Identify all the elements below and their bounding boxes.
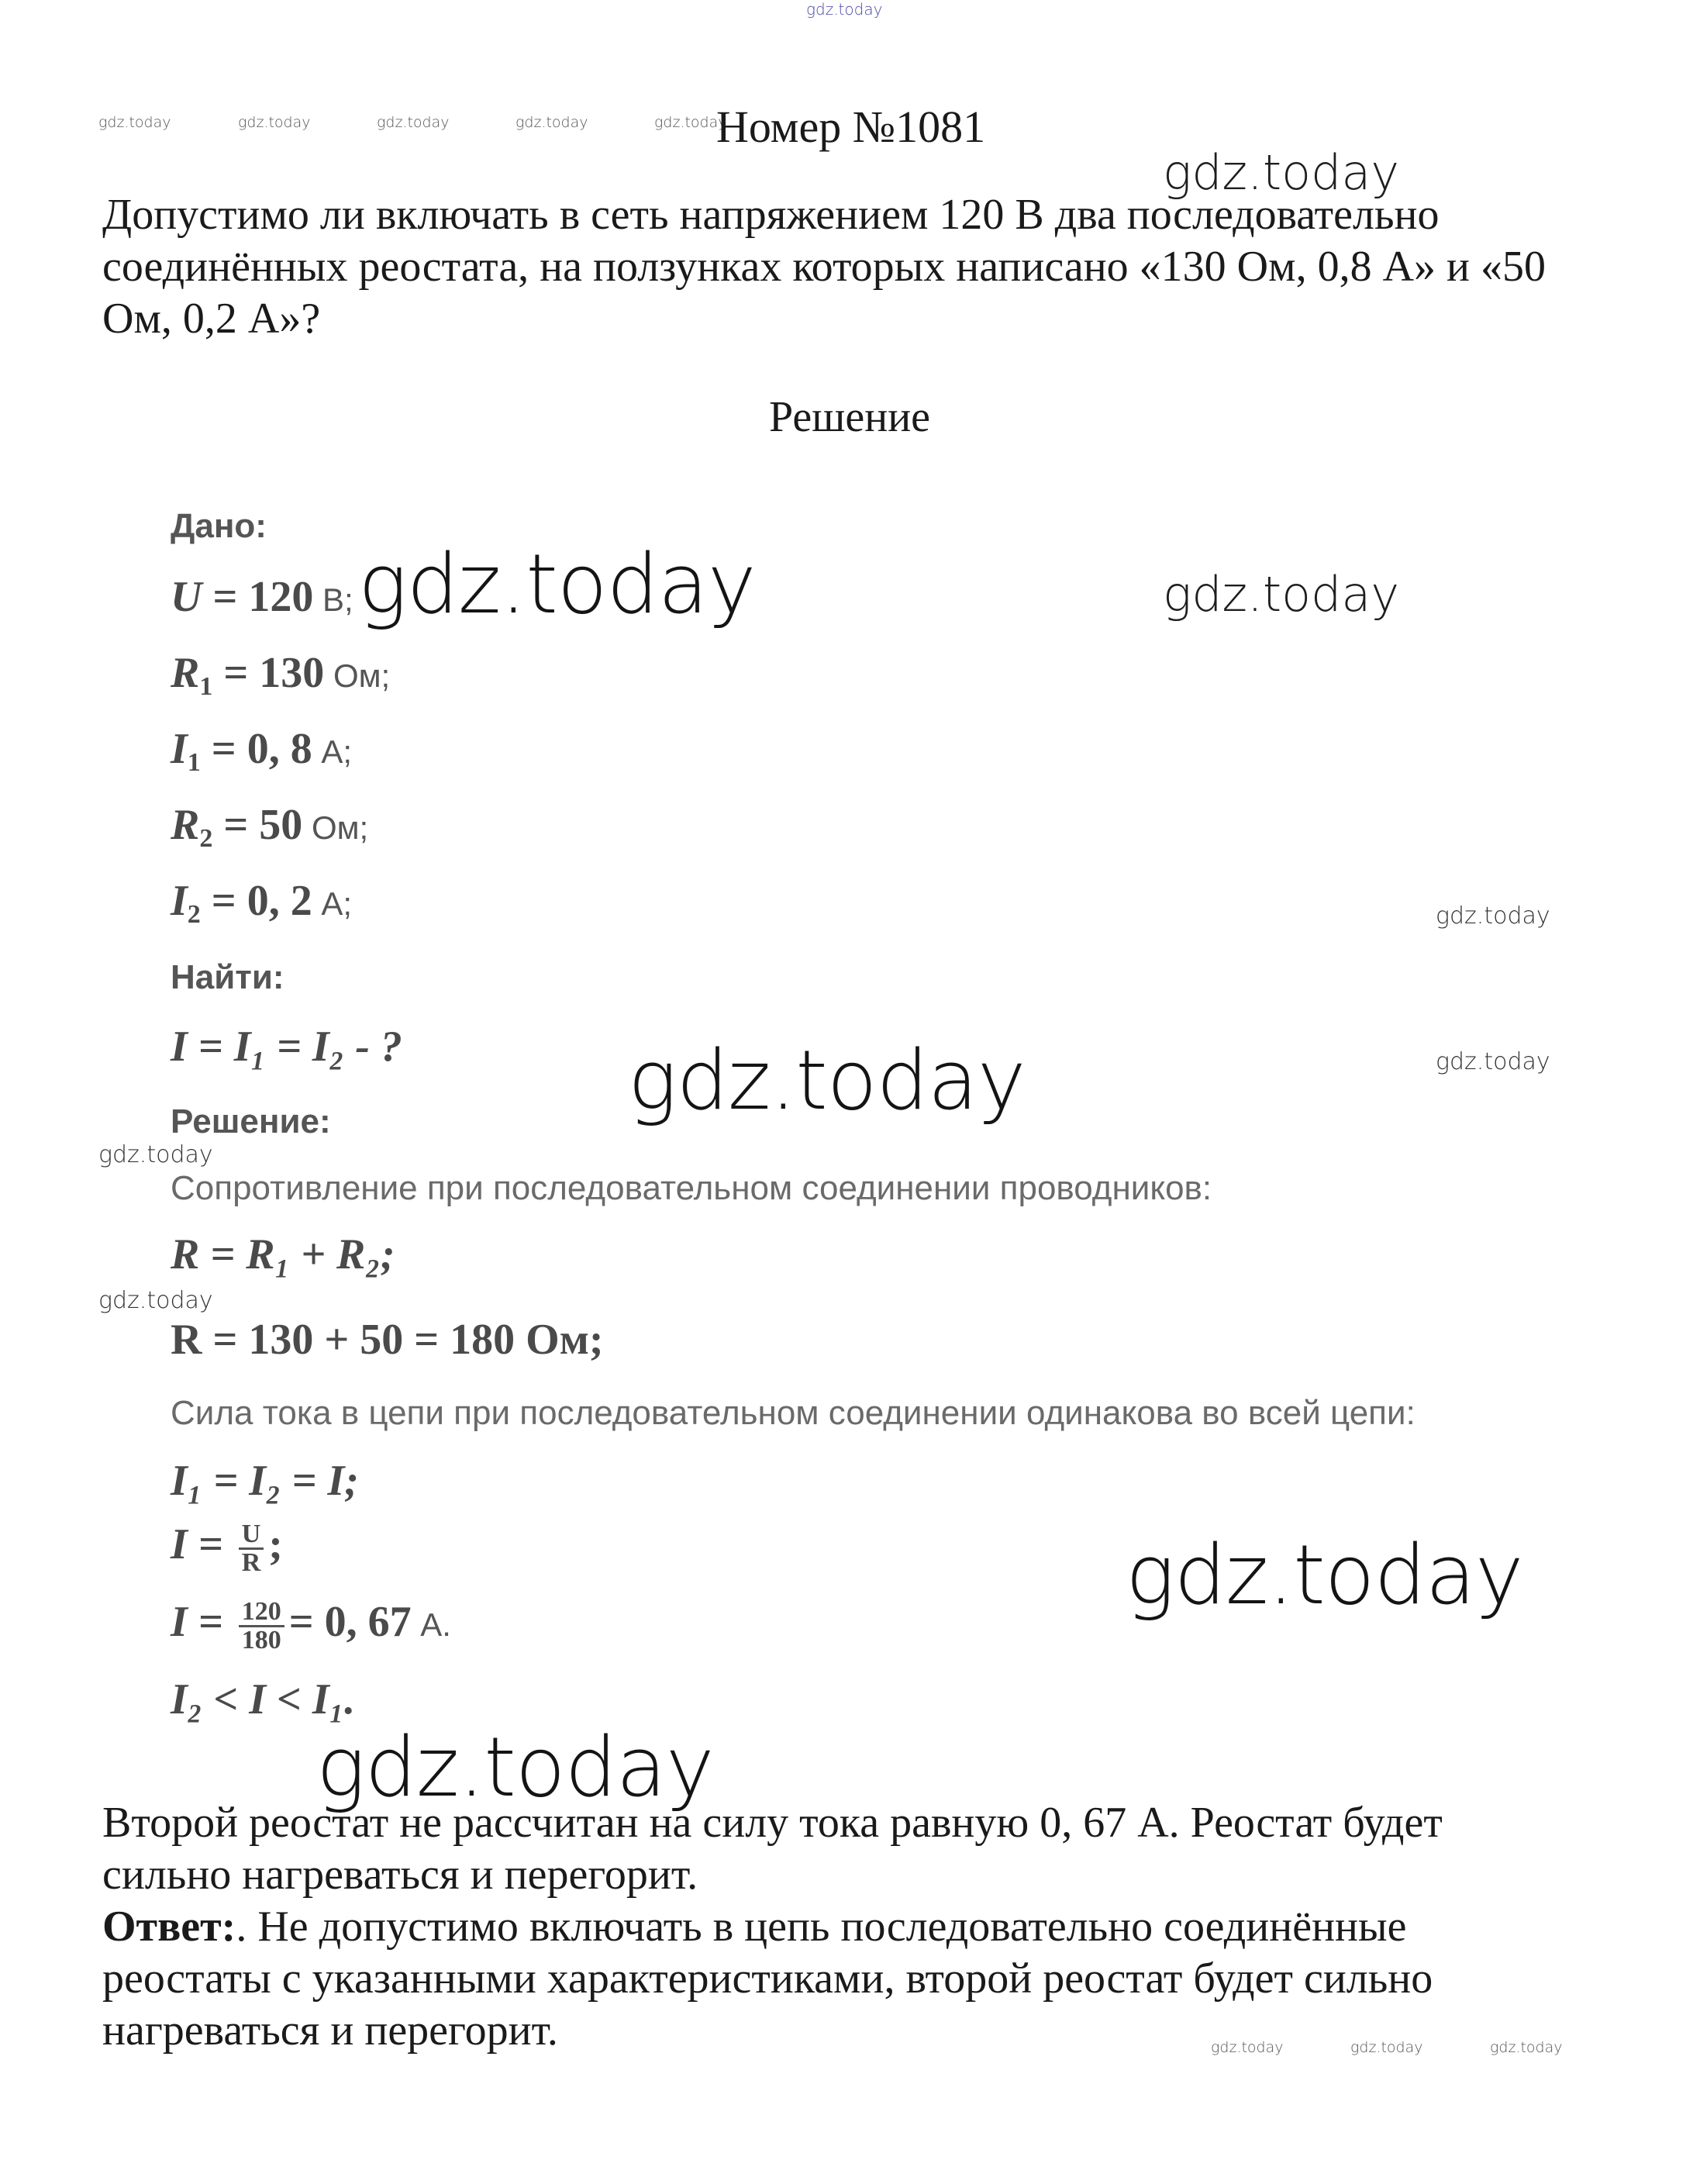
solution-heading: Решение (769, 393, 931, 441)
watermark-large: gdz.today (628, 1033, 1026, 1128)
watermark-large: gdz.today (1126, 1527, 1523, 1623)
watermark-small: gdz.today (1490, 2039, 1563, 2056)
answer-label: Ответ: (102, 1903, 236, 1951)
equation: R = R₁ + R₂; (171, 1230, 395, 1278)
equation: I = $\frac{120}{180}$ = 0, 67 А. (171, 1596, 451, 1654)
watermark-small: gdz.today (1350, 2039, 1423, 2056)
fraction: $\frac{U}{R}$ (239, 1521, 264, 1576)
given-item: $R_1 = 130$ Ом; (171, 649, 391, 701)
question-text: Допустимо ли включать в сеть напряжением 120 В два последовательно соединённых реостата, на ползунках которых написано «130 Ом, 0,8 А» и «50 Ом, 0,2 А»? (102, 191, 1546, 343)
equation: I = $\frac{U}{R}$ ; (171, 1519, 283, 1577)
given-label: Дано: (171, 507, 267, 545)
solution-text: Сила тока в цепи при последовательном соединении одинакова во всей цепи: (171, 1394, 1415, 1432)
page-title: Номер №1081 (716, 102, 986, 152)
solution-text: Сопротивление при последовательном соединении проводников: (171, 1169, 1212, 1207)
watermark-small: gdz.today (238, 114, 311, 131)
watermark-small: gdz.today (98, 1141, 213, 1168)
watermark-large: gdz.today (316, 1720, 714, 1815)
given-item: $R_2 = 50$ Ом; (171, 801, 369, 853)
watermark-small: gdz.today (1211, 2039, 1284, 2056)
watermark-small: gdz.today (654, 114, 727, 131)
equation: I₂ < I < I₁. (171, 1675, 356, 1723)
answer-paragraph (102, 1901, 1575, 2057)
watermark-small: gdz.today (98, 114, 171, 131)
fraction: $\frac{120}{180}$ (239, 1599, 284, 1654)
find-label: Найти: (171, 958, 284, 996)
watermark-medium: gdz.today (1163, 144, 1400, 201)
watermark-large: gdz.today (358, 537, 756, 632)
conclusion-text: Второй реостат не рассчитан на силу тока равную 0, 67 А. Реостат будет сильно нагреваться и перегорит. (102, 1799, 1443, 1899)
watermark-small: gdz.today (98, 1287, 213, 1314)
given-item: U = 120 В; (171, 573, 353, 621)
answer-text: . Не допустимо включать в цепь последовательно соединённые реостаты с указанными характеристиками, второй реостат будет сильно нагреваться и перегорит. (102, 1903, 1433, 2055)
find-expression: I = I₁ = I₂ - ? (171, 1023, 402, 1071)
watermark-small: gdz.today (1436, 902, 1550, 930)
watermark-small: gdz.today (515, 114, 588, 131)
watermark-small: gdz.today (377, 114, 450, 131)
given-item: $I_2 = 0$, 2 А; (171, 877, 353, 929)
solution-label: Решение: (171, 1102, 331, 1140)
equation: R = 130 + 50 = 180 Ом; (171, 1316, 604, 1364)
equation: I₁ = I₂ = I; (171, 1457, 359, 1505)
watermark-top: gdz.today (806, 0, 883, 19)
watermark-small: gdz.today (1436, 1048, 1550, 1075)
watermark-medium: gdz.today (1163, 566, 1400, 623)
given-item: $I_1 = 0$, 8 А; (171, 725, 353, 777)
